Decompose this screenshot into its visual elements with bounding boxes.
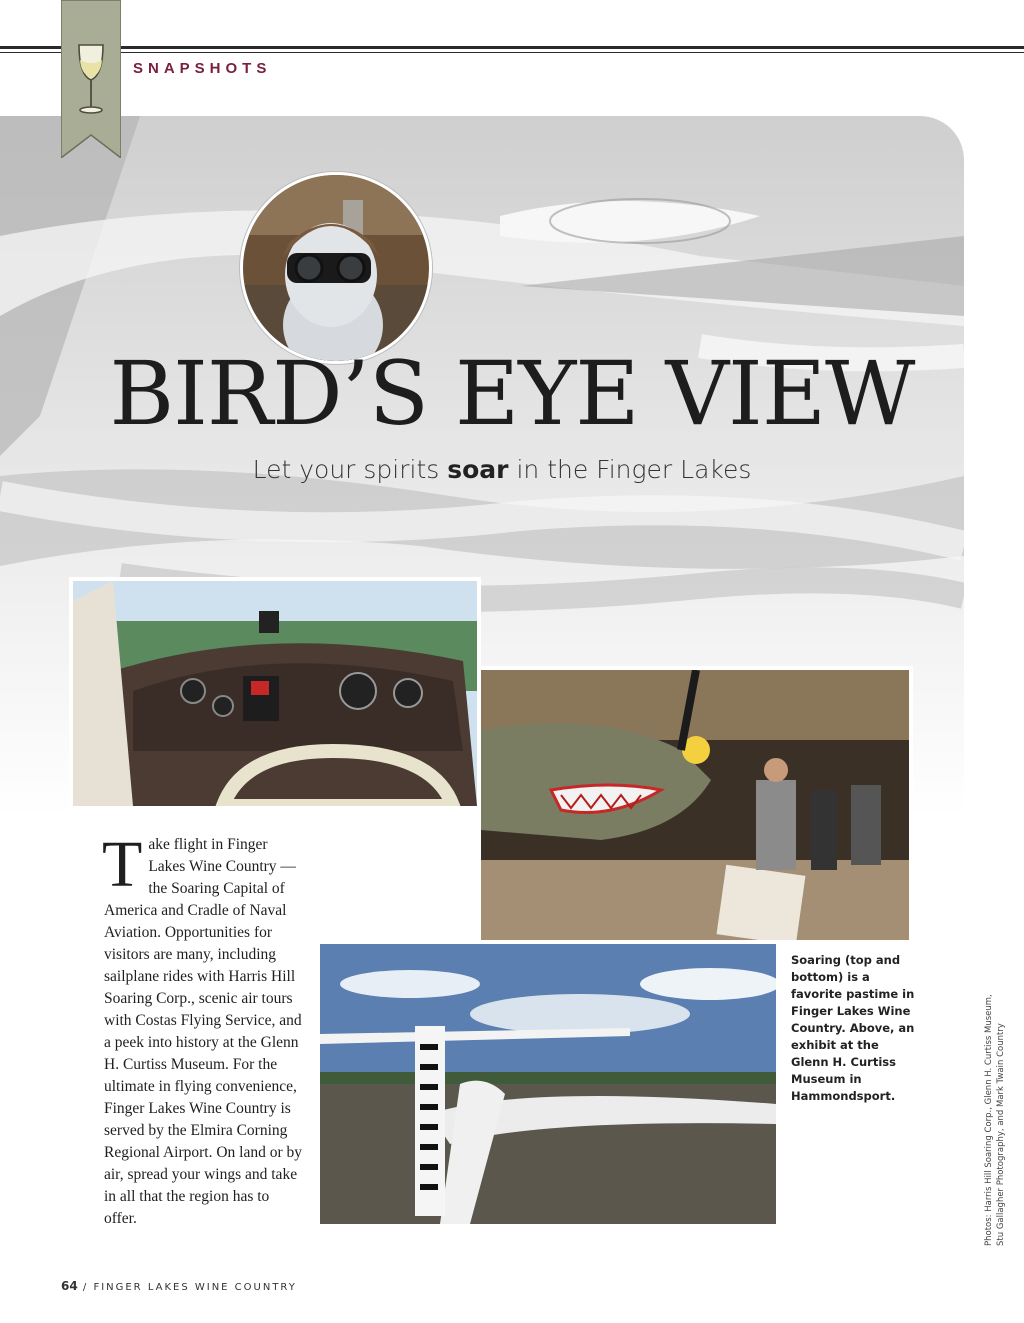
photo-cockpit [69, 577, 481, 810]
pilot-goggles-portrait [240, 172, 432, 364]
article-body-text: ake flight in Finger Lakes Wine Country — the Soaring Capital of America and Cradle of Naval Aviation. Opportunities for visitors are many, including sailplane rides with Harris Hill Soaring Corp., scenic air tours with Costas Flying Service, and a peek into history at the Glenn H. Curtiss Museum. For the ultimate in flying convenience, Finger Lakes Wine Country is served by the Elmira Corning Regional Airport. On land or by air, spread your wings and take in all that the region has to offer. [104, 836, 303, 1227]
footer-separator: / [77, 1282, 94, 1293]
drop-cap: T [102, 828, 143, 901]
photo-glider-runway [320, 944, 776, 1224]
top-rule [0, 46, 1024, 49]
photo-caption: Soaring (top and bottom) is a favorite pastime in Finger Lakes Wine Country. Above, an exhibit at the Glenn H. Curtiss Museum in Hammondsport. [791, 953, 915, 1103]
article-subtitle [0, 455, 1004, 484]
subtitle-tail: in the Finger Lakes [508, 455, 752, 484]
subtitle-emphasis: soar [447, 455, 509, 484]
photo-museum-exhibit [477, 666, 913, 944]
ribbon-bookmark [61, 0, 121, 158]
section-label: SNAPSHOTS [133, 60, 272, 77]
page-footer [61, 1279, 297, 1293]
top-rule-thin [0, 52, 1024, 53]
publication-name: FINGER LAKES WINE COUNTRY [93, 1282, 297, 1293]
article-body [102, 828, 304, 1230]
subtitle-lead: Let your spirits [252, 455, 448, 484]
photo-credit: Photos: Harris Hill Soaring Corp., Glenn H. Curtiss Museum, Stu Gallagher Photography, and Mark Twain Country [984, 994, 1006, 1246]
article-title: BIRD’S EYE VIEW [109, 342, 915, 445]
page-number: 64 [61, 1279, 78, 1293]
